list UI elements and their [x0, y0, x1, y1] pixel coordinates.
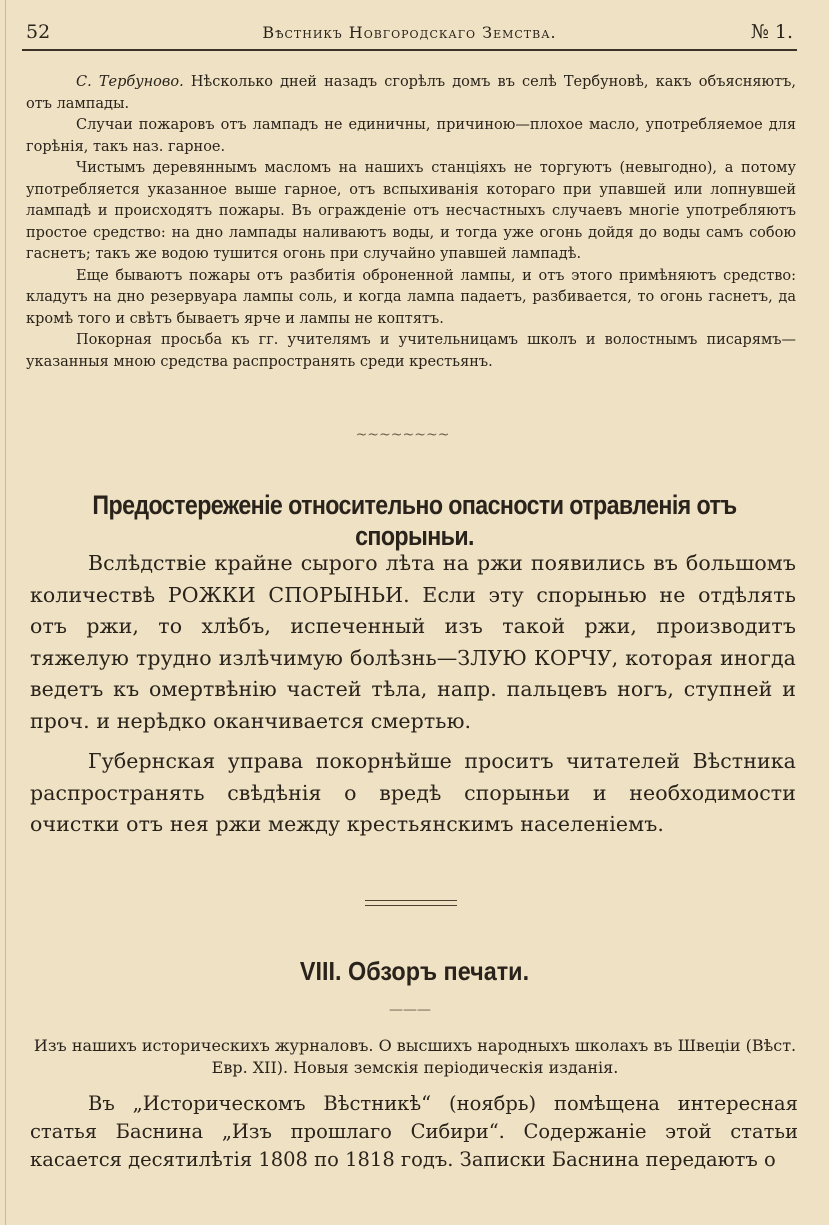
warning-paragraph-1: Вслѣдствіе крайне сырого лѣта на ржи появились въ большомъ количествѣ РОЖКИ СПОРЫНЬИ. Если эту спорынью не отдѣлять отъ ржи, то хлѣбъ, испеченный изъ такой ржи, производитъ тяжелую трудно излѣчимую болѣзнь—ЗЛУЮ КОРЧУ, которая иногда ведетъ къ омертвѣнію частей тѣла, напр. пальцевъ ногъ, ступней и проч. и нерѣдко оканчивается смертью. [30, 551, 796, 733]
warning-paragraph-2: Губернская управа покорнѣйше проситъ читателей Вѣстника распространять свѣдѣнія о вредѣ спорыньи и необходимости очистки отъ нея ржи между крестьянскимъ населеніемъ. [30, 749, 796, 836]
page-number: 52 [26, 21, 51, 43]
margin-line [5, 0, 6, 1225]
issue-number: № 1. [750, 21, 793, 43]
ornament-divider-wave: ~~~~~~~~ [355, 427, 450, 443]
warning-section [30, 548, 796, 850]
letter-signature: С. Тербуново. [76, 74, 184, 90]
letter-paragraph-5: Покорная просьба къ гг. учителямъ и учительницамъ школъ и волостнымъ писарямъ—указанныя мною средства распространять среди крестьянъ. [26, 332, 796, 370]
letter-paragraph-3: Чистымъ деревяннымъ масломъ на нашихъ станціяхъ не торгуютъ (невыгодно), а потому употребляется указанное выше гарное, отъ вспыхиванія котораго при упавшей или лопнувшей лампадѣ и происходятъ пожары. Въ огражденіе отъ несчастныхъ случаевъ многіе употребляютъ простое средство: на дно лампады наливаютъ воды, и тогда уже огонь дойдя до воды самъ собою гаснетъ; такъ же водою тушится огонь при случайно упавшей лампадѣ. [26, 160, 796, 262]
ornament-divider-short: ——— [389, 1002, 431, 1018]
journal-title: Вѣстникъ Новгородскаго Земства. [262, 23, 557, 42]
letter-p1-text: Нѣсколько дней назадъ сгорѣлъ домъ въ селѣ Тербуновѣ, какъ объясняютъ, отъ лампады. [26, 74, 797, 112]
letter-section [26, 72, 796, 373]
article-paragraph-1: Въ „Историческомъ Вѣстникѣ“ (ноябрь) помѣщена интересная статья Баснина „Изъ прошлаго Сибири“. Содержаніе этой статьи касается десятилѣтія 1808 по 1818 годъ. Записки Баснина передаютъ о [30, 1092, 798, 1171]
ornament-divider-double-rule [365, 900, 457, 906]
letter-paragraph-1 [26, 72, 796, 115]
article-section [30, 1090, 798, 1174]
running-head [22, 18, 797, 50]
section-title: VIII. Обзоръ печати. [299, 956, 530, 986]
section-summary: Изъ нашихъ историческихъ журналовъ. О высшихъ народныхъ школахъ въ Швеціи (Вѣст. Евр. XII). Новыя земскія періодическія изданія. [33, 1036, 797, 1077]
letter-paragraph-4: Еще бываютъ пожары отъ разбитія оброненной лампы, и отъ этого примѣняютъ средство: кладутъ на дно резервуара лампы соль, и когда лампа падаетъ, разбивается, то огонь гаснетъ, да кромѣ того и свѣтъ бываетъ ярче и лампы не коптятъ. [26, 267, 796, 327]
header-rule [22, 49, 797, 51]
warning-title: Предостереженіе относительно опасности отравленія отъ спорыньи. [92, 490, 737, 551]
letter-paragraph-2: Случаи пожаровъ отъ лампадъ не единичны, причиною—плохое масло, употребляемое для горѣнія, такъ наз. гарное. [26, 117, 796, 155]
